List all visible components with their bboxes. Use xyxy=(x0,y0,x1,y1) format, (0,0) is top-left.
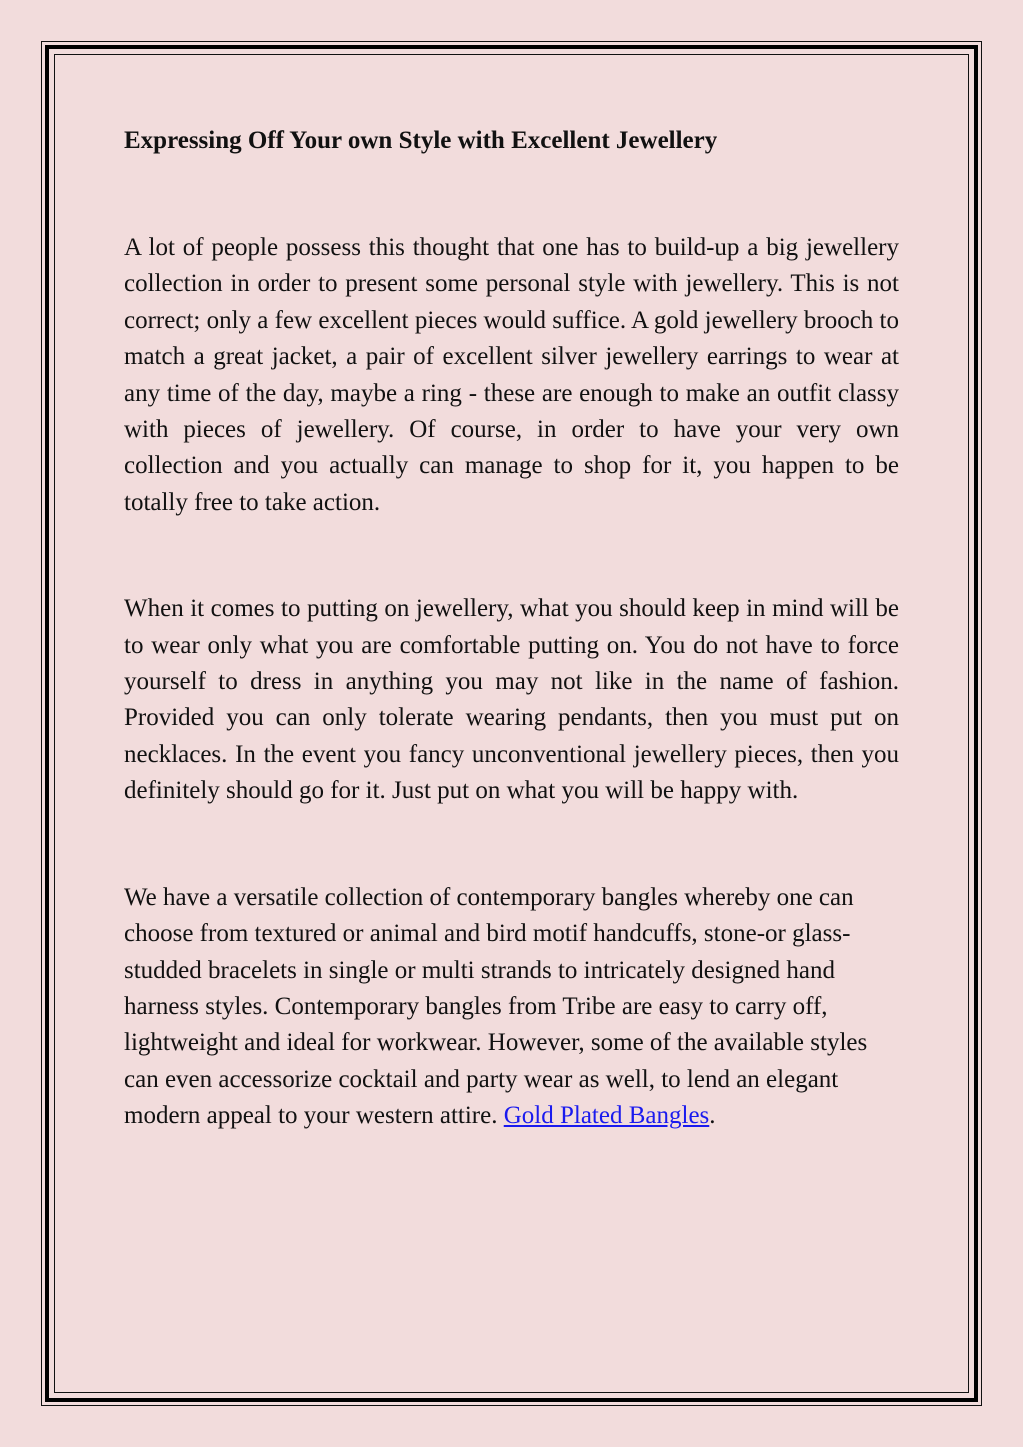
paragraph-2: When it comes to putting on jewellery, what you should keep in mind will be to wear only what you are comfortable putting on. You do not have to force yourself to dress in anything you may not like in the name of fashion. Provided you can only tolerate wearing pendants, then you must put on necklaces. In the event you fancy unconventional jewellery pieces, then you definitely should go for it. Just put on what you will be happy with. xyxy=(124,595,899,805)
gold-plated-bangles-link[interactable]: Gold Plated Bangles xyxy=(503,1102,710,1130)
link-trailing-period: . xyxy=(709,1102,716,1130)
paragraph-3 xyxy=(124,880,899,1135)
paragraph-1: A lot of people possess this thought that one has to build-up a big jewellery collection in order to present some personal style with jewellery. This is not correct; only a few excellent pieces would suffice. A gold jewellery brooch to match a great jacket, a pair of excellent silver jewellery earrings to wear at any time of the day, maybe a ring - these are enough to make an outfit classy with pieces of jewellery. Of course, in order to have your very own collection and you actually can manage to shop for it, you happen to be totally free to take action. xyxy=(124,234,899,516)
document-title: Expressing Off Your own Style with Excellent Jewellery xyxy=(124,127,718,154)
document-body xyxy=(124,122,899,1135)
paragraph-3-text: We have a versatile collection of contemporary bangles whereby one can choose from textured or animal and bird motif handcuffs, stone-or glass-studded bracelets in single or multi strands to intricately designed hand harness styles. Contemporary bangles from Tribe are easy to carry off, lightweight and ideal for workwear. However, some of the available styles can even accessorize cocktail and party wear as well, to lend an elegant modern appeal to your western attire. xyxy=(124,883,868,1130)
